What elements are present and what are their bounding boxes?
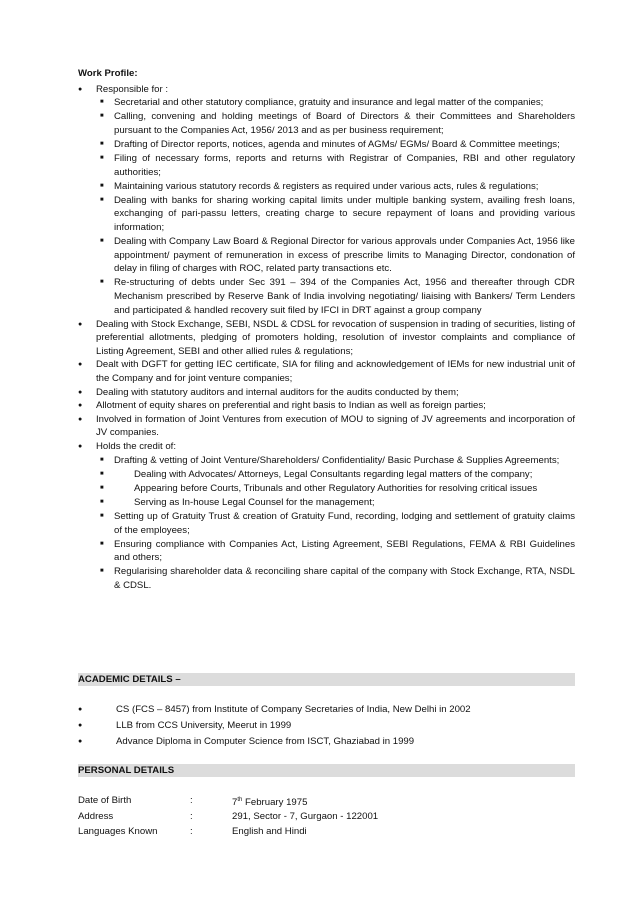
list-item: ■ Serving as In-house Legal Counsel for the management; <box>96 496 575 510</box>
list-item: ■ Dealing with Company Law Board & Regional Director for various approvals under Companies Act, 1956 like appointment/ payment of remuneration in excess of prescribe limits to Managing Director, condonation of delay in filing of charges with ROC, related party transactions etc. <box>96 235 575 276</box>
table-row <box>78 810 378 826</box>
list-item: ● Advance Diploma in Computer Science from ISCT, Ghaziabad in 1999 <box>78 735 575 749</box>
languages-label: Languages Known <box>78 826 158 838</box>
table-row <box>78 825 378 841</box>
list-item: ■ Maintaining various statutory records & registers as required under various acts, rules & regulations; <box>96 180 575 194</box>
languages-value: English and Hindi <box>232 826 307 838</box>
dob-label: Date of Birth <box>78 795 132 806</box>
list-item <box>78 83 575 318</box>
list-item: ■ Appearing before Courts, Tribunals and other Regulatory Authorities for resolving critical issues <box>96 482 575 496</box>
list-item: ■ Drafting of Director reports, notices, agenda and minutes of AGMs/ EGMs/ Board & Committee meetings; <box>96 138 575 152</box>
list-item: ■ Dealing with banks for sharing working capital limits under multiple banking system, availing fresh loans, exchanging of pari-passu letters, creating charge to secure repayment of loans and providing various information; <box>96 194 575 235</box>
list-item: ■ Re-structuring of debts under Sec 391 – 394 of the Companies Act, 1956 and thereafter through CDR Mechanism prescribed by Reserve Bank of India involving negotiating/ liaising with Bankers/ Term Lenders and participated & handled recovery suit filed by IFCI in DRT against a group company <box>96 276 575 317</box>
work-profile-heading: Work Profile: <box>78 68 138 79</box>
list-item: ■ Dealing with Advocates/ Attorneys, Legal Consultants regarding legal matters of the company; <box>96 468 575 482</box>
address-label: Address <box>78 810 114 822</box>
list-item: ■ Calling, convening and holding meetings of Board of Directors & their Committees and Shareholders pursuant to the Companies Act, 1956/ 2013 and as per business requirement; <box>96 110 575 137</box>
list-item: ● LLB from CCS University, Meerut in 1999 <box>78 719 575 733</box>
credit-sublist <box>96 454 575 593</box>
list-item: ■ Filing of necessary forms, reports and returns with Registrar of Companies, RBI and other regulatory authorities; <box>96 152 575 179</box>
list-item: ■ Regularising shareholder data & reconciling share capital of the company with Stock Exchange, RTA, NSDL & CDSL. <box>96 565 575 592</box>
separator: : <box>190 795 193 806</box>
work-profile-list <box>78 83 575 593</box>
table-row <box>78 794 378 810</box>
list-item: ■ Drafting & vetting of Joint Venture/Shareholders/ Confidentiality/ Basic Purchase & Supplies Agreements; <box>96 454 575 468</box>
list-item: ■ Secretarial and other statutory compliance, gratuity and insurance and legal matter of the companies; <box>96 96 575 110</box>
dob-suffix: th <box>237 797 243 803</box>
work-profile-section <box>78 67 575 593</box>
academic-details-heading: ACADEMIC DETAILS – <box>78 673 575 686</box>
dob-value <box>232 794 378 810</box>
list-item: ■ Ensuring compliance with Companies Act, Listing Agreement, SEBI Regulations, FEMA & RBI Guidelines and others; <box>96 538 575 565</box>
separator: : <box>190 826 193 838</box>
list-item: ● Dealing with Stock Exchange, SEBI, NSDL & CDSL for revocation of suspension in trading of securities, listing of preferential allotments, pledging of promoters holding, resolution of investor complaints and compliance of Listing Agreement, SEBI and other allied rules & regulations; <box>78 318 575 359</box>
responsible-sublist <box>96 96 575 317</box>
personal-details-table <box>78 794 378 841</box>
dob-day: 7 <box>232 797 238 809</box>
separator: : <box>190 810 193 822</box>
address-value: 291, Sector - 7, Gurgaon - 122001 <box>232 810 379 822</box>
list-item: ■ Setting up of Gratuity Trust & creation of Gratuity Fund, recording, lodging and settlement of gratuity claims of the employees; <box>96 510 575 537</box>
personal-details-heading: PERSONAL DETAILS <box>78 764 575 777</box>
credit-label: Holds the credit of: <box>96 441 176 453</box>
list-item: ● Involved in formation of Joint Ventures from execution of MOU to signing of JV agreements and incorporation of JV companies. <box>78 413 575 440</box>
dob-rest: February 1975 <box>242 797 308 809</box>
list-item <box>78 440 575 593</box>
list-item: ● Allotment of equity shares on preferential and right basis to Indian as well as foreign parties; <box>78 399 575 413</box>
list-item: ● Dealing with statutory auditors and internal auditors for the audits conducted by them; <box>78 386 575 400</box>
list-item: ● CS (FCS – 8457) from Institute of Company Secretaries of India, New Delhi in 2002 <box>78 703 575 717</box>
responsible-label: Responsible for : <box>96 83 168 95</box>
list-item: ● Dealt with DGFT for getting IEC certificate, SIA for filing and acknowledgement of IEMs for new industrial unit of the Company and for joint venture companies; <box>78 358 575 385</box>
academic-list <box>78 703 575 751</box>
